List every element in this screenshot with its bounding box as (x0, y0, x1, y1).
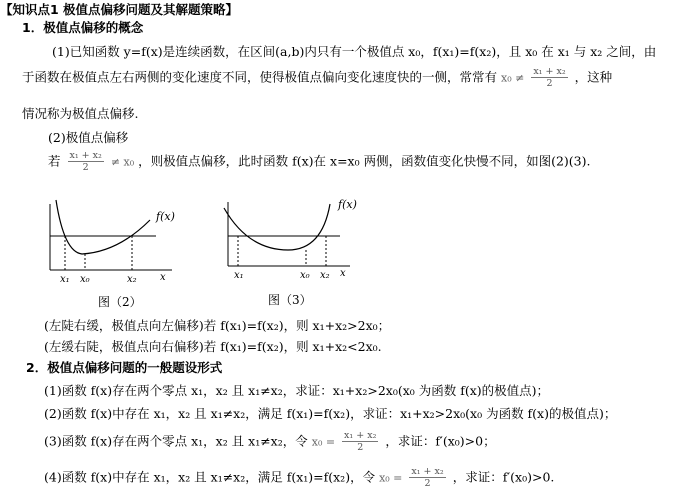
curve-label: f(x) (338, 198, 357, 211)
problem-form-3 (44, 430, 496, 454)
curve (224, 204, 330, 250)
fraction-midpoint (68, 150, 104, 174)
fraction-denominator: 2 (424, 478, 431, 490)
section-2-heading: 2．极值点偏移问题的一般题设形式 (26, 360, 223, 375)
fraction-numerator: x₁ + x₂ (533, 66, 566, 77)
tick-x1: x₁ (60, 274, 70, 285)
paragraph-2 (22, 66, 612, 90)
axis-label-x: x (340, 268, 346, 279)
fraction-numerator: x₁ + x₂ (411, 466, 444, 477)
paragraph-5 (48, 150, 590, 174)
note-right-shift: (左缓右陡，极值点向右偏移)若 f(x₁)=f(x₂)，则 x₁+x₂<2x₀. (44, 339, 382, 354)
problem-form-1: (1)函数 f(x)存在两个零点 x₁，x₂ 且 x₁≠x₂，求证：x₁+x₂>2x₀(x₀ 为函数 f(x)的极值点)； (44, 383, 550, 398)
fraction-numerator: x₁ + x₂ (344, 430, 377, 441)
figure-3 (218, 194, 368, 314)
axis-label-x: x (160, 272, 166, 283)
tick-x1: x₁ (234, 270, 244, 281)
tick-x2: x₂ (320, 270, 330, 281)
curve (56, 200, 150, 254)
problem-form-4-text: (4)函数 f(x)中存在 x₁，x₂ 且 x₁≠x₂，满足 f(x₁)=f(x₂)，令 (44, 469, 376, 485)
note-left-shift: (左陡右缓，极值点向左偏移)若 f(x₁)=f(x₂)，则 x₁+x₂>2x₀； (44, 318, 391, 333)
tick-x0: x₀ (300, 270, 310, 281)
section-header: 【知识点1 极值点偏移问题及其解题策略】 (0, 2, 239, 17)
paragraph-2-tail: ，这种 (574, 69, 613, 85)
paragraph-1: (1)已知函数 y=f(x)是连续函数，在区间(a,b)内只有一个极值点 x₀，f(x₁)=f(x₂)，且 x₀ 在 x₁ 与 x₂ 之间，由 (52, 44, 657, 59)
caption: 图（3） (268, 293, 312, 307)
not-equal-x0: ≠ x₀ (110, 155, 135, 169)
x0-symbol: x₀ = (311, 435, 336, 449)
paragraph-4: (2)极值点偏移 (48, 130, 129, 145)
figure-2 (38, 194, 178, 314)
paragraph-2-text: 于函数在极值点左右两侧的变化速度不同，使得极值点偏向变化速度快的一侧，常常有 (22, 69, 498, 85)
fraction-midpoint (531, 66, 567, 90)
problem-form-2: (2)函数 f(x)中存在 x₁，x₂ 且 x₁≠x₂，满足 f(x₁)=f(x₂)，求证：x₁+x₂>2x₀(x₀ 为函数 f(x)的极值点)； (44, 406, 617, 421)
x0-symbol: x₀ = (379, 471, 403, 485)
caption: 图（2） (98, 295, 142, 309)
fraction-denominator: 2 (82, 162, 89, 174)
problem-form-4-tail: ，求证：f′(x₀)>0. (452, 469, 555, 485)
problem-form-3-text: (3)函数 f(x)存在两个零点 x₁，x₂ 且 x₁≠x₂，令 (44, 433, 308, 449)
problem-form-4 (44, 466, 554, 490)
x0-symbol: x₀ ≠ (501, 71, 525, 85)
fraction-denominator: 2 (546, 78, 553, 90)
paragraph-5-lead: 若 (48, 153, 61, 169)
problem-form-3-tail: ，求证：f′(x₀)>0； (385, 433, 496, 449)
fraction-numerator: x₁ + x₂ (69, 150, 102, 161)
fraction-denominator: 2 (357, 442, 364, 454)
tick-x0: x₀ (80, 274, 90, 285)
paragraph-3: 情况称为极值点偏移. (22, 106, 139, 121)
curve-label: f(x) (156, 210, 175, 223)
section-1-heading: 1．极值点偏移的概念 (22, 20, 144, 35)
fraction-midpoint (342, 430, 378, 454)
tick-x2: x₂ (127, 274, 137, 285)
paragraph-5-text: ，则极值点偏移，此时函数 f(x)在 x=x₀ 两侧，函数值变化快慢不同，如图(2)(3). (138, 153, 591, 169)
fraction-midpoint (409, 466, 445, 490)
